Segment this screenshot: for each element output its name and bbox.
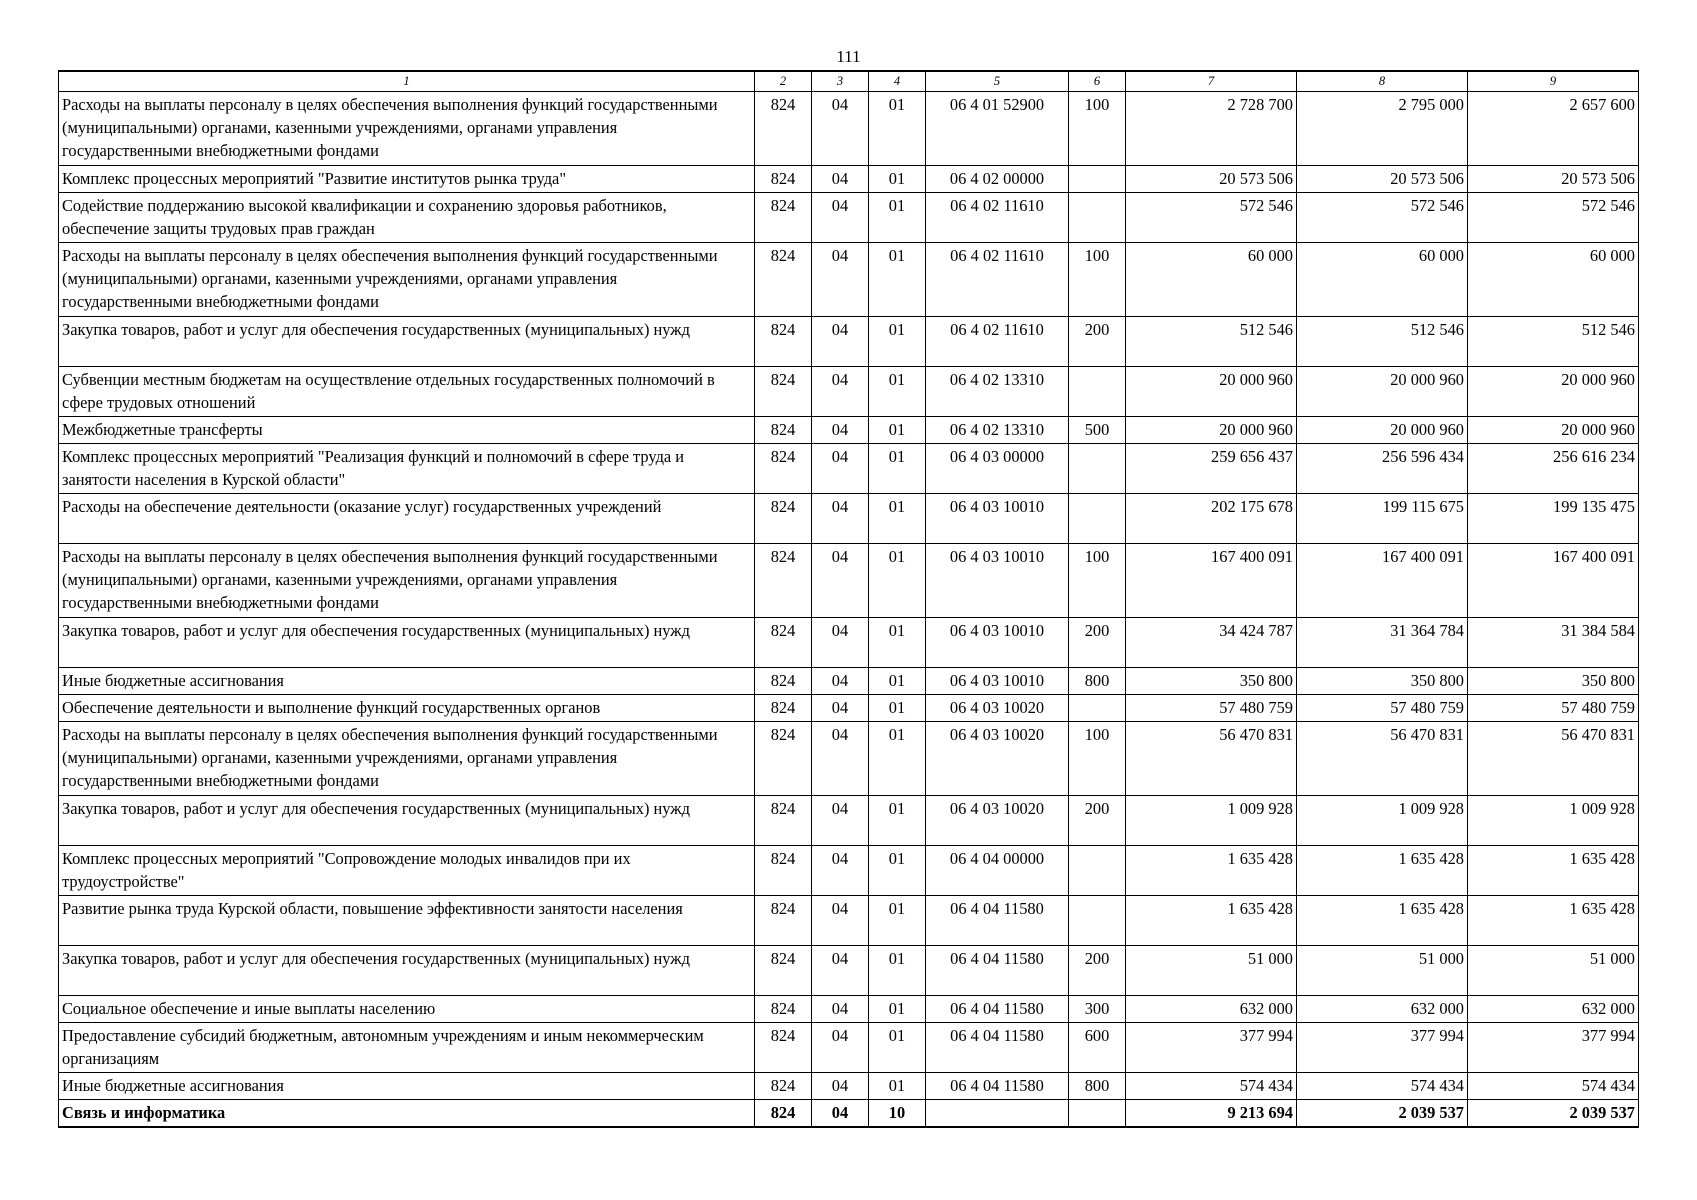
admin-code-cell: 824 <box>755 193 812 243</box>
expense-type-cell: 100 <box>1069 243 1126 317</box>
row-name-cell: Комплекс процессных мероприятий "Сопровождение молодых инвалидов при их трудоустройстве" <box>59 846 755 896</box>
amount-year3-cell: 2 657 600 <box>1468 92 1639 166</box>
target-article-cell: 06 4 03 10020 <box>926 722 1069 796</box>
amount-year1-cell: 1 635 428 <box>1126 846 1297 896</box>
table-row <box>59 846 1639 896</box>
subsection-cell: 01 <box>869 367 926 417</box>
target-article-cell: 06 4 04 00000 <box>926 846 1069 896</box>
amount-year2-cell: 377 994 <box>1297 1023 1468 1073</box>
table-row <box>59 695 1639 722</box>
amount-year1-cell: 632 000 <box>1126 996 1297 1023</box>
column-number: 7 <box>1126 71 1297 92</box>
amount-year3-cell: 377 994 <box>1468 1023 1639 1073</box>
subsection-cell: 01 <box>869 544 926 618</box>
row-name-cell: Расходы на выплаты персоналу в целях обеспечения выполнения функций государственными (муниципальными) органами, казенными учреждениями, органами управления государственными внебюджетными фондами <box>59 243 755 317</box>
amount-year2-cell: 20 000 960 <box>1297 367 1468 417</box>
amount-year1-cell: 167 400 091 <box>1126 544 1297 618</box>
amount-year2-cell: 20 000 960 <box>1297 417 1468 444</box>
target-article-cell: 06 4 04 11580 <box>926 1023 1069 1073</box>
subsection-cell: 01 <box>869 668 926 695</box>
target-article-cell: 06 4 04 11580 <box>926 946 1069 996</box>
target-article-cell: 06 4 03 10010 <box>926 668 1069 695</box>
row-name-cell: Содействие поддержанию высокой квалификации и сохранению здоровья работников, обеспечение защиты трудовых прав граждан <box>59 193 755 243</box>
target-article-cell: 06 4 03 00000 <box>926 444 1069 494</box>
table-row <box>59 996 1639 1023</box>
section-cell: 04 <box>812 846 869 896</box>
amount-year1-cell: 20 000 960 <box>1126 417 1297 444</box>
row-name-cell: Субвенции местным бюджетам на осуществление отдельных государственных полномочий в сфере трудовых отношений <box>59 367 755 417</box>
amount-year3-cell: 574 434 <box>1468 1073 1639 1100</box>
section-cell: 04 <box>812 946 869 996</box>
row-name-cell: Расходы на выплаты персоналу в целях обеспечения выполнения функций государственными (муниципальными) органами, казенными учреждениями, органами управления государственными внебюджетными фондами <box>59 92 755 166</box>
subsection-cell: 01 <box>869 996 926 1023</box>
amount-year1-cell: 20 000 960 <box>1126 367 1297 417</box>
amount-year3-cell: 31 384 584 <box>1468 618 1639 668</box>
column-number-row <box>59 71 1639 92</box>
target-article-cell: 06 4 03 10010 <box>926 618 1069 668</box>
amount-year1-cell: 512 546 <box>1126 317 1297 367</box>
expense-type-cell <box>1069 695 1126 722</box>
amount-year2-cell: 51 000 <box>1297 946 1468 996</box>
subsection-cell: 01 <box>869 1073 926 1100</box>
target-article-cell: 06 4 02 11610 <box>926 193 1069 243</box>
target-article-cell: 06 4 04 11580 <box>926 996 1069 1023</box>
expense-type-cell: 800 <box>1069 668 1126 695</box>
section-cell: 04 <box>812 996 869 1023</box>
expense-type-cell <box>1069 846 1126 896</box>
amount-year2-cell: 574 434 <box>1297 1073 1468 1100</box>
table-row <box>59 668 1639 695</box>
amount-year3-cell: 56 470 831 <box>1468 722 1639 796</box>
amount-year1-cell: 57 480 759 <box>1126 695 1297 722</box>
amount-year3-cell: 256 616 234 <box>1468 444 1639 494</box>
table-row <box>59 193 1639 243</box>
section-cell: 04 <box>812 722 869 796</box>
admin-code-cell: 824 <box>755 92 812 166</box>
subsection-cell: 10 <box>869 1100 926 1128</box>
section-cell: 04 <box>812 896 869 946</box>
row-name-cell: Иные бюджетные ассигнования <box>59 1073 755 1100</box>
amount-year2-cell: 1 009 928 <box>1297 796 1468 846</box>
table-row <box>59 946 1639 996</box>
table-row <box>59 618 1639 668</box>
expense-type-cell <box>1069 367 1126 417</box>
section-cell: 04 <box>812 444 869 494</box>
amount-year1-cell: 1 009 928 <box>1126 796 1297 846</box>
amount-year3-cell: 512 546 <box>1468 317 1639 367</box>
table-row <box>59 243 1639 317</box>
amount-year3-cell: 20 000 960 <box>1468 417 1639 444</box>
admin-code-cell: 824 <box>755 243 812 317</box>
table-row <box>59 367 1639 417</box>
subsection-cell: 01 <box>869 722 926 796</box>
admin-code-cell: 824 <box>755 367 812 417</box>
amount-year1-cell: 56 470 831 <box>1126 722 1297 796</box>
amount-year1-cell: 350 800 <box>1126 668 1297 695</box>
subsection-cell: 01 <box>869 444 926 494</box>
target-article-cell: 06 4 03 10020 <box>926 695 1069 722</box>
admin-code-cell: 824 <box>755 417 812 444</box>
admin-code-cell: 824 <box>755 317 812 367</box>
admin-code-cell: 824 <box>755 996 812 1023</box>
amount-year1-cell: 259 656 437 <box>1126 444 1297 494</box>
admin-code-cell: 824 <box>755 618 812 668</box>
amount-year3-cell: 199 135 475 <box>1468 494 1639 544</box>
amount-year2-cell: 167 400 091 <box>1297 544 1468 618</box>
target-article-cell: 06 4 01 52900 <box>926 92 1069 166</box>
column-number: 1 <box>59 71 755 92</box>
amount-year3-cell: 1 635 428 <box>1468 846 1639 896</box>
amount-year1-cell: 51 000 <box>1126 946 1297 996</box>
amount-year2-cell: 20 573 506 <box>1297 166 1468 193</box>
table-row <box>59 722 1639 796</box>
section-cell: 04 <box>812 1100 869 1128</box>
section-cell: 04 <box>812 695 869 722</box>
amount-year3-cell: 60 000 <box>1468 243 1639 317</box>
row-name-cell: Межбюджетные трансферты <box>59 417 755 444</box>
amount-year2-cell: 57 480 759 <box>1297 695 1468 722</box>
row-name-cell: Обеспечение деятельности и выполнение функций государственных органов <box>59 695 755 722</box>
amount-year3-cell: 20 000 960 <box>1468 367 1639 417</box>
amount-year2-cell: 2 039 537 <box>1297 1100 1468 1128</box>
subsection-cell: 01 <box>869 317 926 367</box>
section-cell: 04 <box>812 166 869 193</box>
section-cell: 04 <box>812 92 869 166</box>
expense-type-cell: 300 <box>1069 996 1126 1023</box>
target-article-cell: 06 4 02 11610 <box>926 317 1069 367</box>
admin-code-cell: 824 <box>755 1023 812 1073</box>
amount-year2-cell: 632 000 <box>1297 996 1468 1023</box>
amount-year3-cell: 350 800 <box>1468 668 1639 695</box>
amount-year1-cell: 2 728 700 <box>1126 92 1297 166</box>
target-article-cell: 06 4 04 11580 <box>926 1073 1069 1100</box>
target-article-cell: 06 4 02 11610 <box>926 243 1069 317</box>
amount-year1-cell: 202 175 678 <box>1126 494 1297 544</box>
row-name-cell: Социальное обеспечение и иные выплаты населению <box>59 996 755 1023</box>
admin-code-cell: 824 <box>755 444 812 494</box>
target-article-cell: 06 4 02 13310 <box>926 417 1069 444</box>
table-row <box>59 92 1639 166</box>
target-article-cell: 06 4 03 10010 <box>926 544 1069 618</box>
admin-code-cell: 824 <box>755 846 812 896</box>
target-article-cell <box>926 1100 1069 1128</box>
amount-year2-cell: 572 546 <box>1297 193 1468 243</box>
row-name-cell: Расходы на обеспечение деятельности (оказание услуг) государственных учреждений <box>59 494 755 544</box>
expense-type-cell: 200 <box>1069 946 1126 996</box>
amount-year3-cell: 1 635 428 <box>1468 896 1639 946</box>
amount-year2-cell: 31 364 784 <box>1297 618 1468 668</box>
column-number: 9 <box>1468 71 1639 92</box>
subsection-cell: 01 <box>869 166 926 193</box>
expense-type-cell: 100 <box>1069 92 1126 166</box>
expense-type-cell <box>1069 193 1126 243</box>
target-article-cell: 06 4 04 11580 <box>926 896 1069 946</box>
row-name-cell: Предоставление субсидий бюджетным, автономным учреждениям и иным некоммерческим организациям <box>59 1023 755 1073</box>
subsection-cell: 01 <box>869 417 926 444</box>
amount-year3-cell: 51 000 <box>1468 946 1639 996</box>
table-row <box>59 417 1639 444</box>
table-row <box>59 1073 1639 1100</box>
amount-year1-cell: 34 424 787 <box>1126 618 1297 668</box>
row-name-cell: Иные бюджетные ассигнования <box>59 668 755 695</box>
target-article-cell: 06 4 02 00000 <box>926 166 1069 193</box>
column-number: 6 <box>1069 71 1126 92</box>
amount-year2-cell: 2 795 000 <box>1297 92 1468 166</box>
amount-year3-cell: 572 546 <box>1468 193 1639 243</box>
expense-type-cell: 500 <box>1069 417 1126 444</box>
subsection-cell: 01 <box>869 896 926 946</box>
section-cell: 04 <box>812 618 869 668</box>
table-row <box>59 896 1639 946</box>
amount-year2-cell: 256 596 434 <box>1297 444 1468 494</box>
expense-type-cell: 200 <box>1069 317 1126 367</box>
section-cell: 04 <box>812 668 869 695</box>
section-cell: 04 <box>812 417 869 444</box>
amount-year1-cell: 377 994 <box>1126 1023 1297 1073</box>
column-number: 2 <box>755 71 812 92</box>
admin-code-cell: 824 <box>755 1100 812 1128</box>
admin-code-cell: 824 <box>755 494 812 544</box>
expense-type-cell <box>1069 896 1126 946</box>
admin-code-cell: 824 <box>755 544 812 618</box>
admin-code-cell: 824 <box>755 668 812 695</box>
page-number: 111 <box>836 47 861 66</box>
amount-year2-cell: 512 546 <box>1297 317 1468 367</box>
row-name-cell: Закупка товаров, работ и услуг для обеспечения государственных (муниципальных) нужд <box>59 317 755 367</box>
expense-type-cell <box>1069 166 1126 193</box>
row-name-cell: Комплекс процессных мероприятий "Развитие институтов рынка труда" <box>59 166 755 193</box>
expense-type-cell: 100 <box>1069 544 1126 618</box>
amount-year3-cell: 632 000 <box>1468 996 1639 1023</box>
section-cell: 04 <box>812 796 869 846</box>
row-name-cell: Комплекс процессных мероприятий "Реализация функций и полномочий в сфере труда и занятости населения в Курской области" <box>59 444 755 494</box>
table-row <box>59 1100 1639 1128</box>
admin-code-cell: 824 <box>755 796 812 846</box>
amount-year3-cell: 167 400 091 <box>1468 544 1639 618</box>
admin-code-cell: 824 <box>755 695 812 722</box>
amount-year1-cell: 20 573 506 <box>1126 166 1297 193</box>
amount-year2-cell: 199 115 675 <box>1297 494 1468 544</box>
row-name-cell: Закупка товаров, работ и услуг для обеспечения государственных (муниципальных) нужд <box>59 618 755 668</box>
row-name-cell: Связь и информатика <box>59 1100 755 1128</box>
section-cell: 04 <box>812 1023 869 1073</box>
expense-type-cell <box>1069 1100 1126 1128</box>
table-row <box>59 494 1639 544</box>
section-cell: 04 <box>812 544 869 618</box>
expense-type-cell: 800 <box>1069 1073 1126 1100</box>
amount-year3-cell: 2 039 537 <box>1468 1100 1639 1128</box>
subsection-cell: 01 <box>869 494 926 544</box>
expense-type-cell: 600 <box>1069 1023 1126 1073</box>
column-number: 4 <box>869 71 926 92</box>
subsection-cell: 01 <box>869 92 926 166</box>
amount-year2-cell: 350 800 <box>1297 668 1468 695</box>
amount-year1-cell: 572 546 <box>1126 193 1297 243</box>
amount-year1-cell: 574 434 <box>1126 1073 1297 1100</box>
column-number: 8 <box>1297 71 1468 92</box>
amount-year2-cell: 60 000 <box>1297 243 1468 317</box>
admin-code-cell: 824 <box>755 722 812 796</box>
subsection-cell: 01 <box>869 193 926 243</box>
amount-year1-cell: 60 000 <box>1126 243 1297 317</box>
admin-code-cell: 824 <box>755 896 812 946</box>
amount-year3-cell: 20 573 506 <box>1468 166 1639 193</box>
section-cell: 04 <box>812 367 869 417</box>
amount-year2-cell: 1 635 428 <box>1297 896 1468 946</box>
section-cell: 04 <box>812 494 869 544</box>
table-row <box>59 1023 1639 1073</box>
subsection-cell: 01 <box>869 618 926 668</box>
expense-type-cell: 100 <box>1069 722 1126 796</box>
admin-code-cell: 824 <box>755 1073 812 1100</box>
section-cell: 04 <box>812 317 869 367</box>
section-cell: 04 <box>812 193 869 243</box>
amount-year1-cell: 9 213 694 <box>1126 1100 1297 1128</box>
amount-year3-cell: 1 009 928 <box>1468 796 1639 846</box>
expense-type-cell <box>1069 494 1126 544</box>
amount-year2-cell: 1 635 428 <box>1297 846 1468 896</box>
admin-code-cell: 824 <box>755 946 812 996</box>
subsection-cell: 01 <box>869 1023 926 1073</box>
table-row <box>59 166 1639 193</box>
subsection-cell: 01 <box>869 796 926 846</box>
amount-year1-cell: 1 635 428 <box>1126 896 1297 946</box>
subsection-cell: 01 <box>869 695 926 722</box>
row-name-cell: Расходы на выплаты персоналу в целях обеспечения выполнения функций государственными (муниципальными) органами, казенными учреждениями, органами управления государственными внебюджетными фондами <box>59 722 755 796</box>
section-cell: 04 <box>812 243 869 317</box>
table-row <box>59 444 1639 494</box>
budget-table <box>58 70 1639 1128</box>
amount-year2-cell: 56 470 831 <box>1297 722 1468 796</box>
amount-year3-cell: 57 480 759 <box>1468 695 1639 722</box>
target-article-cell: 06 4 03 10010 <box>926 494 1069 544</box>
table-row <box>59 796 1639 846</box>
subsection-cell: 01 <box>869 243 926 317</box>
column-number: 3 <box>812 71 869 92</box>
section-cell: 04 <box>812 1073 869 1100</box>
row-name-cell: Расходы на выплаты персоналу в целях обеспечения выполнения функций государственными (муниципальными) органами, казенными учреждениями, органами управления государственными внебюджетными фондами <box>59 544 755 618</box>
subsection-cell: 01 <box>869 946 926 996</box>
expense-type-cell: 200 <box>1069 618 1126 668</box>
admin-code-cell: 824 <box>755 166 812 193</box>
expense-type-cell <box>1069 444 1126 494</box>
row-name-cell: Развитие рынка труда Курской области, повышение эффективности занятости населения <box>59 896 755 946</box>
target-article-cell: 06 4 03 10020 <box>926 796 1069 846</box>
expense-type-cell: 200 <box>1069 796 1126 846</box>
row-name-cell: Закупка товаров, работ и услуг для обеспечения государственных (муниципальных) нужд <box>59 796 755 846</box>
row-name-cell: Закупка товаров, работ и услуг для обеспечения государственных (муниципальных) нужд <box>59 946 755 996</box>
target-article-cell: 06 4 02 13310 <box>926 367 1069 417</box>
table-row <box>59 317 1639 367</box>
table-row <box>59 544 1639 618</box>
subsection-cell: 01 <box>869 846 926 896</box>
column-number: 5 <box>926 71 1069 92</box>
